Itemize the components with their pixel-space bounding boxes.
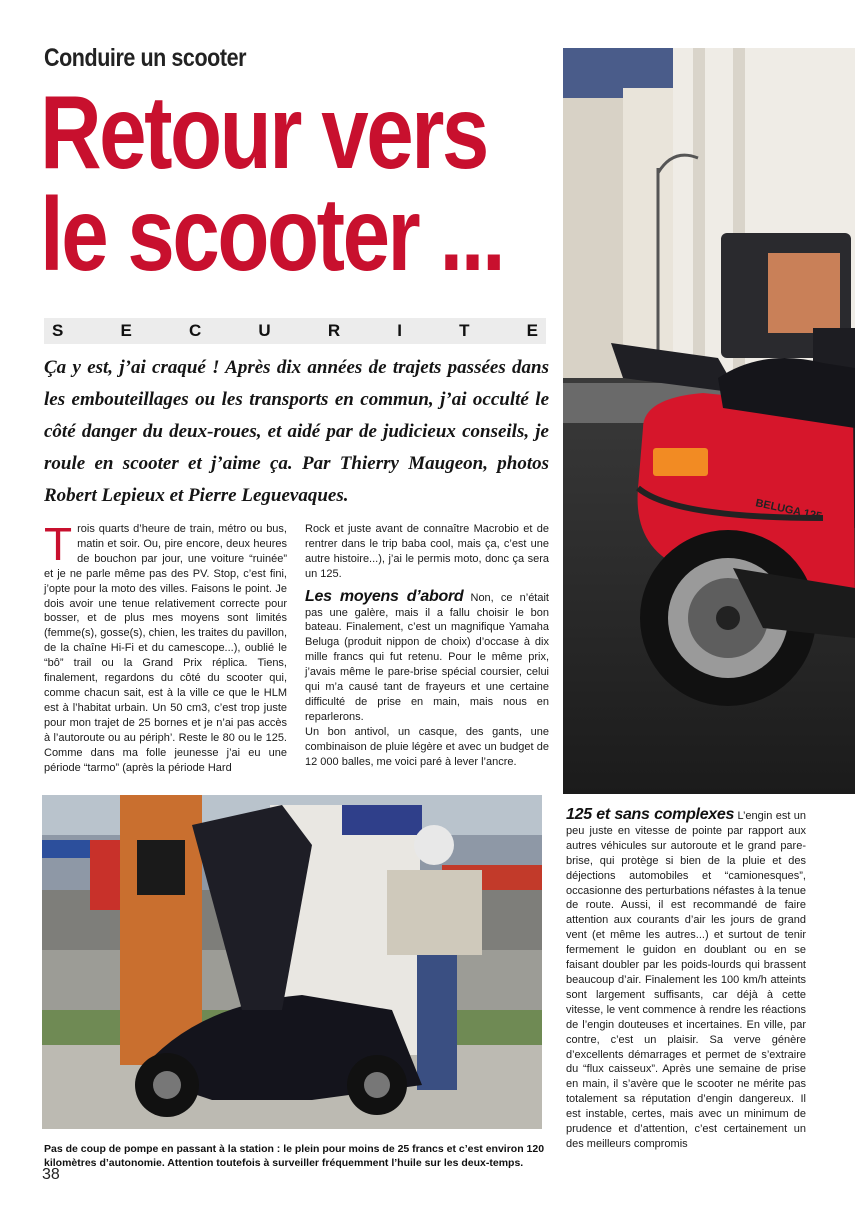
rubric-letter: E: [526, 321, 538, 340]
body-text-1: rois quarts d’heure de train, métro ou bus, matin et soir. Ou, pire encore, deux heures de bouchon par jour, une voiture “ruinée” et je ne parle même pas des PV. Stop, c’est fini, j’opte pour la moto des villes. Faisons le point. Je dois avoir une tenue relativement correcte pour bosser, et de plus mes moyens sont limités (femme(s), gosse(s), chien, les traites du pavillon, de la chaîne Hi-Fi et du camescope...), oublié le “bô” trail ou la Grand Prix réplica. Tiens, finalement, regardons du côté du scooter qui, comme chacun sait, est à la ville ce que le HLM est à l’habitat urbain. Un 50 cm3, c’est trop juste pour mon trajet de 25 bornes et je n’ai pas accès à l’autoroute ou au périph’. Reste le 80 ou le 125. Comme dans ma folle jeunesse j’ai eu une période “tarmo” (après la période Hard: [44, 523, 287, 774]
rubric-letter: I: [397, 321, 402, 340]
headline-line-1: Retour vers: [40, 75, 487, 191]
lead-paragraph: Ça y est, j’ai craqué ! Après dix années de trajets passées dans les embouteillages ou les transports en commun, j’ai occulté le côté danger du deux-roues, et aidé par de judicieux conseils, je roule en scooter et j’aime ça. Par Thierry Maugeon, photos Robert Lepieux et Pierre Leguevaques.: [44, 357, 549, 506]
rubric-letter: U: [258, 321, 271, 340]
rubric-letter: C: [188, 321, 202, 340]
rubric-letter: R: [327, 321, 341, 340]
body-text-3: Non, ce n’était pas une galère, mais il a fallu choisir le bon bateau. Finalement, c’est un magnifique Yamaha Beluga (produit nippon de choix) d’occase à dix mille francs qui fut retenu. Pour le même prix, j’avais même le pare-brise spécial coursier, celui qui m’a causé tant de frayeurs et une certaine difficulté de prise en main, mais nous en reparlerons.: [305, 591, 549, 723]
body-text-5: L’engin est un peu juste en vitesse de pointe par rapport aux autres véhicules sur autoroute et le grand pare-brise, qui protège si bien de la pluie et des déjections automobiles et “camionesques”, occasionne des perturbations néfastes à la tenue de route. Aussi, il est recommandé de faire attention aux courants d’air les jours de grand vent (et même les autres...) et surtout de tenir fermement le guidon en doublant ou en se faisant doubler par les poids-lourds qui brassent beaucoup d’air. Finalement les 100 km/h atteints sont largement suffisants, car déjà à cette vitesse, le vent commence à rendre les réactions de l’engin douteuses et incertaines. En ville, par contre, c’est un plaisir. Sa verve génère d’excellents démarrages et permet de s’extraire du “flux caisseux”. Après une semaine de prise en main, il s’avère que le scooter ne mérite pas totalement sa réputation d’engin dangereux. Il est instable, certes, mais avec un minimum de prudence et d’attention, c’est certainement un des meilleurs compromis: [566, 810, 806, 1150]
scooter-badge: BELUGA 125: [754, 497, 823, 523]
subhead-sans-complexes: 125 et sans complexes: [566, 806, 735, 823]
drop-cap: T: [44, 518, 73, 570]
body-column-3: [566, 808, 806, 1152]
kicker: Conduire un scooter: [44, 44, 247, 72]
headline-line-2: le scooter ...: [40, 177, 504, 293]
body-column-2: [305, 522, 549, 770]
body-column-1: [44, 518, 287, 775]
section-rubric: [44, 318, 546, 344]
photo-caption: Pas de coup de pompe en passant à la station : le plein pour moins de 25 francs et c’est environ 120 kilomètres d’autonomie. Attention toutefois à surveiller fréquemment l’huile sur les deux-temps.: [44, 1143, 545, 1169]
subhead-moyens: Les moyens d’abord: [305, 587, 464, 605]
scooter-photo-red: [563, 48, 855, 794]
rubric-letter: T: [459, 321, 470, 340]
page-number: 38: [42, 1166, 60, 1183]
body-text-4: Un bon antivol, un casque, des gants, une combinaison de pluie légère et avec un budget de 12 000 balles, me voici paré à lever l’ancre.: [305, 725, 549, 768]
rubric-letter: S: [52, 321, 64, 340]
rubric-letters: [44, 321, 546, 341]
gas-station-photo: [42, 795, 542, 1129]
headline: [40, 75, 504, 293]
body-text-2: Rock et juste avant de connaître Macrobio et de rentrer dans le trip baba cool, mais ça, c’est une autre histoire...), j’ai le permis moto, donc ça sera un 125.: [305, 523, 549, 580]
rubric-letter: E: [120, 321, 132, 340]
